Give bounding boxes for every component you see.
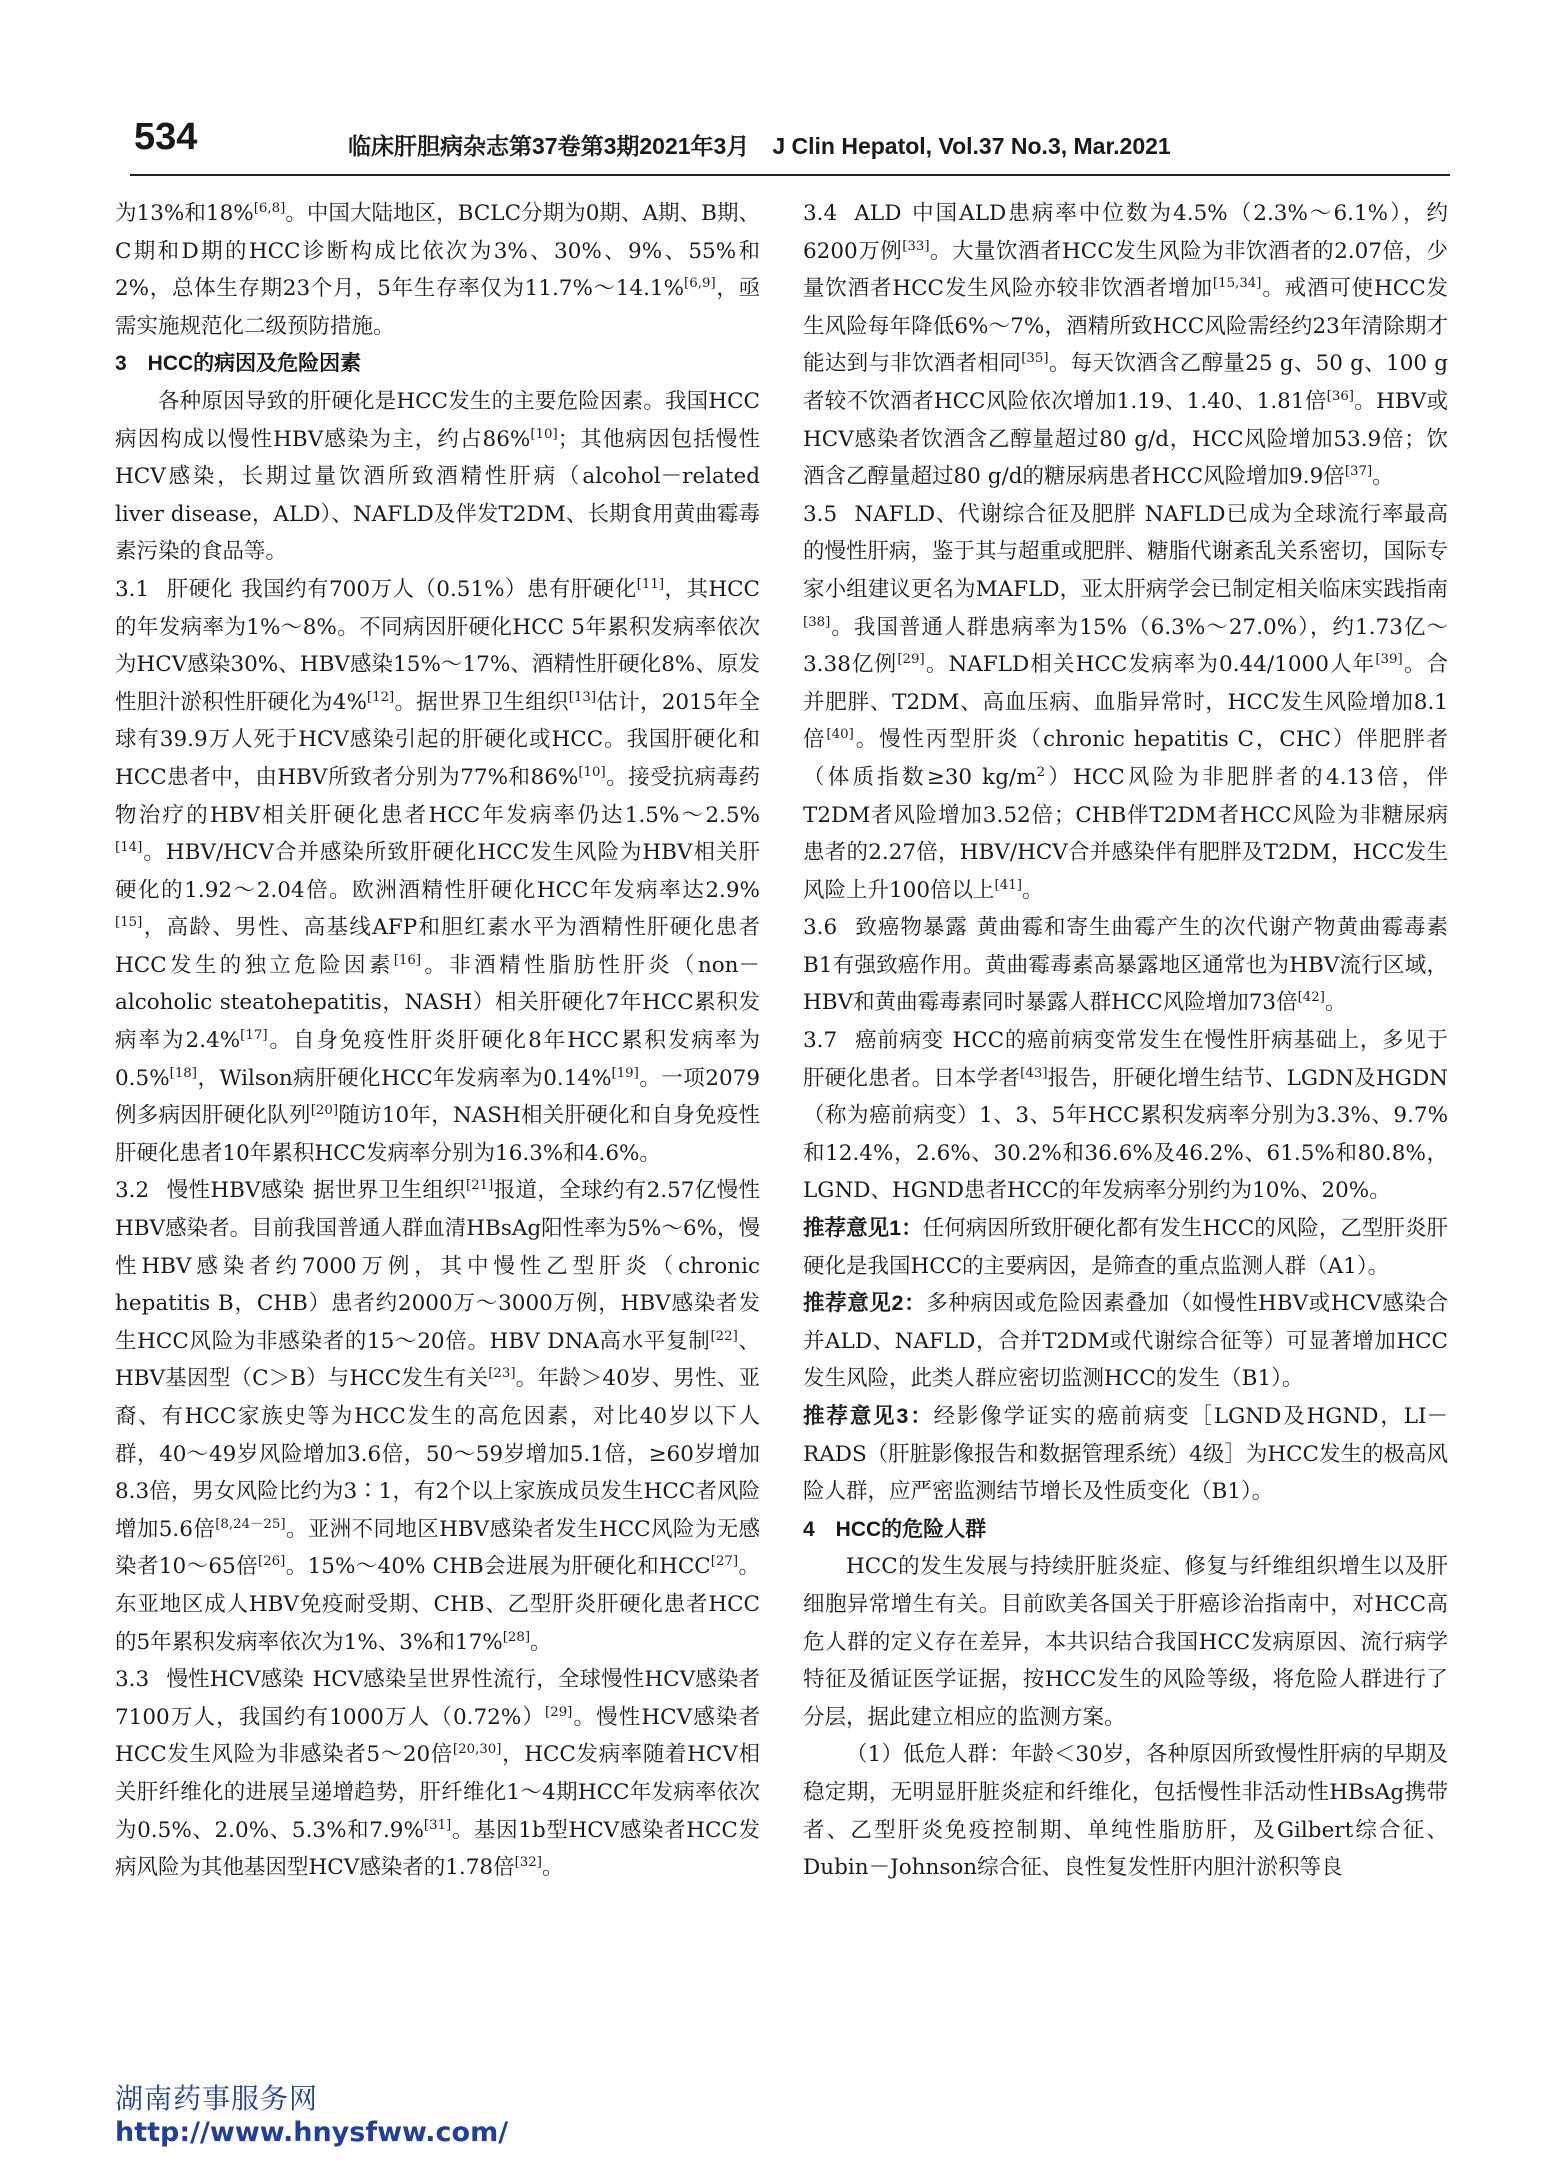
left-column — [115, 195, 760, 1887]
citation: [19] — [611, 1065, 639, 1081]
text-run: 肝硬化 — [166, 576, 233, 602]
text-run: ，亟需实施规范化二级预防措施。 — [115, 276, 760, 339]
text-run: 。中国大陆地区，BCLC分期为0期、A期、B期、C期和D期的HCC诊断构成比依次为3%、30%、9%、55%和2%，总体生存期23个月，5年生存率仅为11.7%～14.1% — [115, 201, 761, 302]
citation: [6,8] — [253, 200, 286, 216]
citation: [6,9] — [684, 276, 716, 292]
text-run: HCC的癌前病变常发生在慢性肝病基础上，多见于肝硬化患者。日本学者 — [803, 1028, 1448, 1091]
subsection-heading — [115, 577, 233, 602]
text-run: 3.2 — [115, 1178, 150, 1204]
citation: [22] — [710, 1328, 738, 1344]
paragraph — [115, 195, 760, 345]
text-run: 各种原因导致的肝硬化是HCC发生的主要危险因素。我国HCC病因构成以慢性HBV感染为主，约占86% — [115, 388, 760, 452]
watermark-url[interactable]: http://www.hnysfww.com/ — [115, 2117, 509, 2148]
text-run: 估计，2015年全球有39.9万人死于HCV感染引起的肝硬化或HCC。我国肝硬化和HCC患者中，由HBV所致者分别为77%和86% — [115, 689, 760, 790]
text-run: ；其他病因包括慢性HCV感染，长期过量饮酒所致酒精性肝病（alcohol－related liver disease，ALD）、NAFLD及伴发T2DM、长期食用黄曲霉毒素污染的食品等。 — [115, 426, 760, 565]
text-run: 3.4 — [803, 201, 838, 226]
text-run: NAFLD、代谢综合征及肥胖 — [854, 501, 1137, 527]
subsection-3-6 — [803, 909, 1448, 1022]
text-run: 。 — [1372, 464, 1394, 490]
text-run: 中国ALD患病率中位数为4.5%（2.3%～6.1%），约6200万例 — [803, 201, 1448, 264]
citation: [14] — [115, 839, 143, 855]
right-column — [803, 195, 1448, 1887]
citation: [23] — [488, 1366, 516, 1382]
text-run: 。东亚地区成人HBV免疫耐受期、CHB、乙型肝炎肝硬化患者HCC的5年累积发病率依次为1%、3%和17% — [115, 1554, 760, 1655]
citation: [41] — [994, 877, 1022, 893]
text-run: 3.1 — [115, 576, 150, 602]
citation: [26] — [258, 1554, 286, 1570]
subsection-3-2 — [115, 1172, 760, 1661]
subsection-heading — [803, 201, 901, 226]
text-run: NAFLD已成为全球流行率最高的慢性肝病，鉴于其与超重或肥胖、糖脂代谢紊乱关系密切，国际专家小组建议更名为MAFLD，亚太肝病学会已制定相关临床实践指南 — [803, 501, 1449, 602]
recommendation-label: 推荐意见1： — [803, 1216, 923, 1241]
text-run: 。一项2079例多病因肝硬化队列 — [115, 1065, 761, 1129]
citation: [13] — [568, 689, 597, 705]
text-run: 。 — [1324, 990, 1347, 1016]
text-run: 。接受抗病毒药物治疗的HBV相关肝硬化患者HCC年发病率仍达1.5%～2.5% — [115, 764, 760, 828]
citation: [8,24－25] — [215, 1516, 286, 1532]
text-run: ）HCC风险为非肥胖者的4.13倍，伴T2DM者风险增加3.52倍；CHB伴T2DM者HCC风险为非糖尿病患者的2.27倍，HBV/HCV合并感染伴有肥胖及T2DM，HCC发生风险上升100倍以上 — [803, 764, 1448, 903]
citation: [42] — [1297, 990, 1325, 1006]
citation: [18] — [169, 1065, 197, 1081]
citation: [37] — [1344, 464, 1373, 479]
text-run: 慢性HCV感染 — [166, 1667, 304, 1693]
citation: [29] — [897, 651, 925, 667]
text-run: 。合并肥胖、T2DM、高血压病、血脂异常时，HCC发生风险增加8.1倍 — [803, 652, 1448, 753]
text-run: 3.7 — [803, 1028, 838, 1054]
text-run: 。 — [541, 1855, 564, 1881]
citation: [29] — [545, 1704, 573, 1720]
text-run: 据世界卫生组织 — [313, 1178, 466, 1204]
text-run: 。非酒精性脂肪性肝炎（non－alcoholic steatohepatitis，NASH）相关肝硬化7年HCC累积发病率为2.4% — [115, 952, 760, 1054]
text-run: ，HCC发病率随着HCV相关肝纤维化的进展呈递增趋势，肝纤维化1～4期HCC年发病率依次为0.5%、2.0%、5.3%和7.9% — [115, 1742, 760, 1843]
superscript: 2 — [1036, 764, 1046, 780]
page-header — [130, 112, 1450, 176]
text-run: 。年龄＞40岁、男性、亚裔、有HCC家族史等为HCC发生的高危因素，对比40岁以下人群，40～49岁风险增加3.6倍，50～59岁增加5.1倍，≥60岁增加8.3倍，男女风险比约为3∶1，有2个以上家族成员发生HCC者风险增加5.6倍 — [115, 1366, 761, 1542]
page-number: 534 — [134, 116, 198, 158]
subsection-heading — [803, 915, 968, 940]
section-heading: 4 HCC的危险人群 — [803, 1517, 987, 1541]
text-run: 任何病因所致肝硬化都有发生HCC的风险，乙型肝炎肝硬化是我国HCC的主要病因，是筛查的重点监测人群（A1）。 — [803, 1216, 1448, 1279]
recommendation-1 — [803, 1210, 1448, 1285]
text-run: 经影像学证实的癌前病变［LGND及HGND，LI－RADS（肝脏影像报告和数据管理系统）4级］为HCC发生的极高风险人群，应严密监测结节增长及性质变化（B1）。 — [803, 1404, 1449, 1505]
citation: [28] — [502, 1629, 531, 1645]
text-run: ，其HCC的年发病率为1%～8%。不同病因肝硬化HCC 5年累积发病率依次为HCV感染30%、HBV感染15%～17%、酒精性肝硬化8%、原发性胆汁淤积性肝硬化为4% — [115, 576, 760, 715]
recommendation-label: 推荐意见2： — [803, 1291, 927, 1316]
subsection-heading — [803, 1028, 944, 1053]
text-run: 。慢性丙型肝炎（chronic hepatitis C，CHC）伴肥胖者（体质指数≥30 kg/m — [803, 727, 1448, 790]
citation: [43] — [1020, 1065, 1048, 1081]
citation: [16] — [393, 952, 422, 968]
text-run: 。据世界卫生组织 — [394, 689, 569, 715]
citation: [39] — [1375, 651, 1403, 667]
text-run: 3.5 — [803, 501, 838, 527]
text-run: 。戒酒可使HCC发生风险每年降低6%～7%，酒精所致HCC风险需经约23年清除期才能达到与非饮酒者相同 — [803, 276, 1449, 377]
text-run: 。NAFLD相关HCC发病率为0.44/1000人年 — [924, 652, 1376, 678]
text-run: 慢性HBV感染 — [166, 1178, 305, 1204]
watermark-site-name: 湖南药事服务网 — [115, 2082, 319, 2115]
citation: [31] — [423, 1817, 452, 1833]
citation: [20,30] — [452, 1742, 502, 1758]
text-run: 。 — [530, 1629, 552, 1655]
recommendation-2 — [803, 1285, 1448, 1398]
citation: [21] — [466, 1178, 494, 1194]
subsection-heading — [115, 1667, 304, 1692]
text-run: 报告，肝硬化增生结节、LGDN及HGDN（称为癌前病变）1、3、5年HCC累积发病率分别为3.3%、9.7%和12.4%，2.6%、30.2%和36.6%及46.2%、61.5%和80.8%，LGND、HGND患者HCC的年发病率分别约为10%、20%。 — [803, 1065, 1448, 1204]
citation: [10] — [530, 426, 558, 442]
subsection-3-5 — [803, 496, 1448, 910]
text-run: HCV感染呈世界性流行，全球慢性HCV感染者7100万人，我国约有1000万人（0.72%） — [115, 1667, 760, 1730]
text-run: 黄曲霉和寄生曲霉产生的次代谢产物黄曲霉毒素B1有强致癌作用。黄曲霉毒素高暴露地区通常也为HBV流行区域，HBV和黄曲霉毒素同时暴露人群HCC风险增加73倍 — [803, 915, 1448, 1016]
text-run: 、HBV基因型（C＞B）与HCC发生有关 — [115, 1328, 760, 1392]
text-run: 。慢性HCV感染者HCC发生风险为非感染者5～20倍 — [115, 1704, 760, 1768]
text-run: ALD — [854, 201, 902, 226]
text-run: 3.3 — [115, 1667, 150, 1693]
text-run: 。基因1b型HCV感染者HCC发病风险为其他基因型HCV感染者的1.78倍 — [115, 1817, 760, 1881]
watermark — [115, 2082, 508, 2150]
subsection-3-1 — [115, 571, 760, 1173]
citation: [27] — [710, 1554, 739, 1570]
subsection-3-3 — [115, 1661, 760, 1887]
text-run: 。 — [1021, 877, 1044, 903]
text-run: 。HBV/HCV合并感染所致肝硬化HCC发生风险为HBV相关肝硬化的1.92～2.04倍。欧洲酒精性肝硬化HCC年发病率达2.9% — [115, 840, 760, 903]
citation: [15] — [115, 915, 143, 931]
text-run: 3.6 — [803, 915, 838, 941]
text-run: 。15%～40% CHB会进展为肝硬化和HCC — [285, 1554, 711, 1580]
citation: [33] — [902, 238, 930, 254]
text-run: ，Wilson病肝硬化HCC年发病率为0.14% — [196, 1065, 612, 1091]
text-run: 随访10年，NASH相关肝硬化和自身免疫性肝硬化患者10年累积HCC发病率分别为16.3%和4.6%。 — [115, 1103, 760, 1166]
recommendation-label: 推荐意见3： — [803, 1404, 934, 1428]
text-run: 为13%和18% — [115, 201, 254, 226]
citation: [40] — [826, 727, 854, 743]
subsection-heading — [115, 1178, 305, 1203]
citation: [20] — [310, 1103, 339, 1119]
citation: [32] — [514, 1854, 542, 1870]
citation: [38] — [803, 614, 831, 630]
text-run: 。亚洲不同地区HBV感染者发生HCC风险为无感染者10～65倍 — [115, 1516, 760, 1580]
paragraph: （1）低危人群：年龄＜30岁，各种原因所致慢性肝病的早期及稳定期，无明显肝脏炎症和纤维化，包括慢性非活动性HBsAg携带者、乙型肝炎免疫控制期、单纯性脂肪肝，及Gilbert综合征、Dubin－Johnson综合征、良性复发性肝内胆汁淤积等良 — [803, 1742, 1448, 1881]
text-run: 。我国普通人群患病率为15%（6.3%～27.0%），约1.73亿～3.38亿例 — [803, 614, 1448, 678]
citation: [11] — [636, 576, 665, 592]
text-run: 多种病因或危险因素叠加（如慢性HBV或HCV感染合并ALD、NAFLD，合并T2DM或代谢综合征等）可显著增加HCC发生风险，此类人群应密切监测HCC的发生（B1）。 — [803, 1291, 1448, 1392]
section-heading: 3 HCC的病因及危险因素 — [115, 352, 362, 376]
recommendation-3 — [803, 1398, 1448, 1511]
journal-running-title: 临床肝胆病杂志第37卷第3期2021年3月 J Clin Hepatol, Vol.37 No.3, Mar.2021 — [348, 133, 1171, 159]
text-run: 。自身免疫性肝炎肝硬化8年HCC累积发病率为0.5% — [115, 1028, 760, 1091]
subsection-3-7 — [803, 1022, 1448, 1210]
text-run: 。大量饮酒者HCC发生风险为非饮酒者的2.07倍，少量饮酒者HCC发生风险亦较非饮酒者增加 — [803, 238, 1448, 302]
text-run: 报道，全球约有2.57亿慢性HBV感染者。目前我国普通人群血清HBsAg阳性率为5%～6%，慢性HBV感染者约7000万例，其中慢性乙型肝炎（chronic hepatitis B，CHB）患者约2000万～3000万例，HBV感染者发生HCC风险为非感染者的15～20倍。HBV DNA高水平复制 — [115, 1178, 760, 1354]
text-run: 致癌物暴露 — [854, 915, 968, 941]
text-run: 。每天饮酒含乙醇量25 g、50 g、100 g者较不饮酒者HCC风险依次增加1.19、1.40、1.81倍 — [803, 351, 1448, 414]
citation: [10] — [578, 764, 606, 780]
paragraph — [115, 383, 760, 571]
text-run: 我国约有700万人（0.51%）患有肝硬化 — [241, 576, 637, 602]
citation: [17] — [240, 1027, 268, 1043]
text-run: 癌前病变 — [854, 1028, 944, 1054]
citation: [36] — [1326, 388, 1354, 404]
text-run: 。HBV或HCV感染者饮酒含乙醇量超过80 g/d，HCC风险增加53.9倍；饮酒含乙醇量超过80 g/d的糖尿病患者HCC风险增加9.9倍 — [803, 388, 1449, 490]
subsection-3-4 — [803, 195, 1448, 496]
citation: [35] — [1021, 351, 1049, 367]
paragraph: HCC的发生发展与持续肝脏炎症、修复与纤维组织增生以及肝细胞异常增生有关。目前欧美各国关于肝癌诊治指南中，对HCC高危人群的定义存在差异，本共识结合我国HCC发病原因、流行病学特征及循证医学证据，按HCC发生的风险等级，将危险人群进行了分层，据此建立相应的监测方案。 — [803, 1554, 1448, 1730]
text-run: ，高龄、男性、高基线AFP和胆红素水平为酒精性肝硬化患者HCC发生的独立危险因素 — [115, 915, 760, 978]
subsection-heading — [803, 502, 1136, 527]
citation: [12] — [366, 689, 395, 705]
citation: [15,34] — [1212, 276, 1262, 292]
